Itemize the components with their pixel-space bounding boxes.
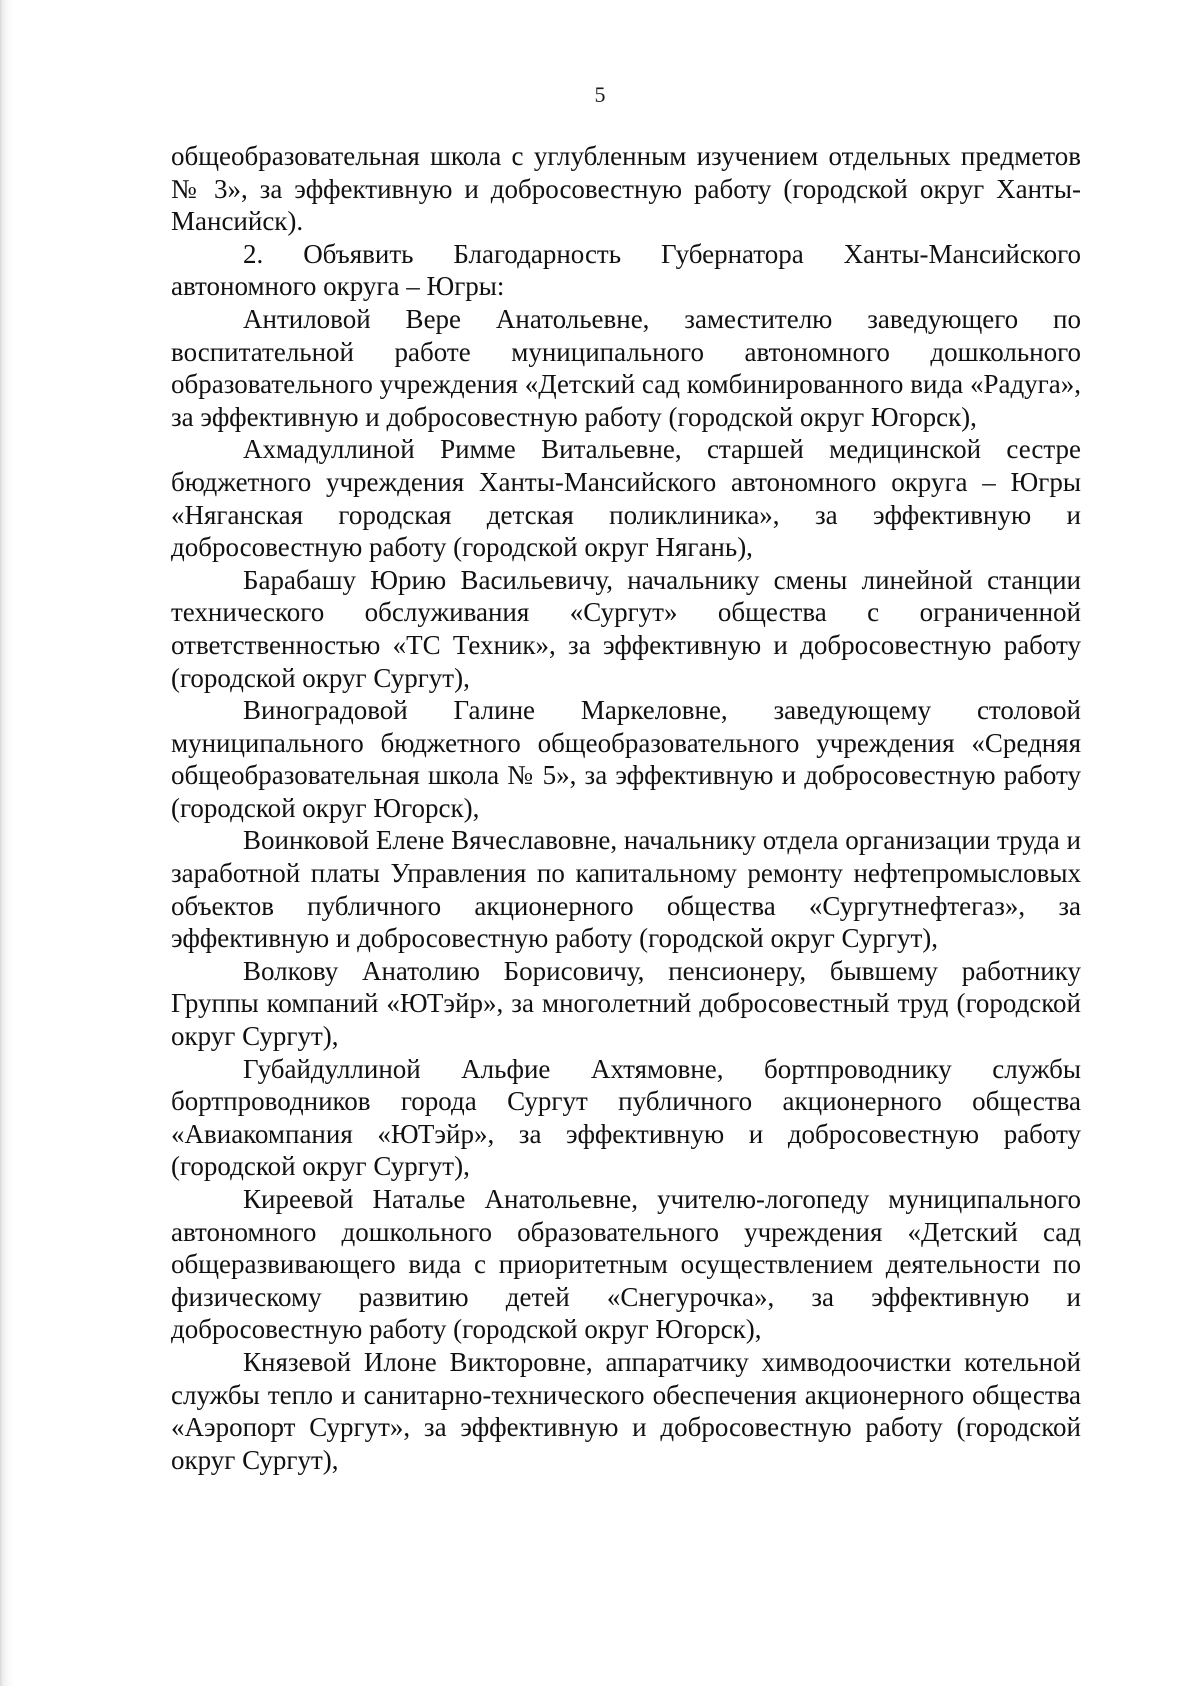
scan-edge-shadow	[0, 0, 14, 1686]
page-number: 5	[594, 82, 606, 107]
document-body	[171, 140, 1081, 1476]
paragraph-gubaydullina: Губайдуллиной Альфие Ахтямовне, бортпроводнику службы бортпроводников города Сургут публичного акционерного общества «Авиакомпания «ЮТэйр», за эффективную и добросовестную работу (городской округ Сургут),	[171, 1053, 1081, 1182]
paragraph-knyazeva: Князевой Илоне Викторовне, аппаратчику химводоочистки котельной службы тепло и санитарно-технического обеспечения акционерного общества «Аэропорт Сургут», за эффективную и добросовестную работу (городской округ Сургут),	[171, 1346, 1081, 1475]
paragraph-volkov: Волкову Анатолию Борисовичу, пенсионеру, бывшему работнику Группы компаний «ЮТэйр», за многолетний добросовестный труд (городской округ Сургут),	[171, 955, 1081, 1052]
paragraph-vinogradova: Виноградовой Галине Маркеловне, заведующему столовой муниципального бюджетного общеобразовательного учреждения «Средняя общеобразовательная школа № 5», за эффективную и добросовестную работу (городской округ Югорск),	[171, 695, 1081, 823]
paragraph-item-2: 2. Объявить Благодарность Губернатора Ханты-Мансийского автономного округа – Югры:	[171, 238, 1081, 302]
paragraph-kireeva: Киреевой Наталье Анатольевне, учителю-логопеду муниципального автономного дошкольного образовательного учреждения «Детский сад общеразвивающего вида с приоритетным осуществлением деятельности по физическому развитию детей «Снегурочка», за эффективную и добросовестную работу (городской округ Югорск),	[171, 1184, 1081, 1345]
paragraph-continuation: общеобразовательная школа с углубленным изучением отдельных предметов № 3», за эффективную и добросовестную работу (городской округ Ханты-Мансийск).	[171, 141, 1081, 237]
paragraph-voinkova: Воинковой Елене Вячеславовне, начальнику отдела организации труда и заработной платы Управления по капитальному ремонту нефтепромысловых объектов публичного акционерного общества «Сургутнефтегаз», за эффективную и добросовестную работу (городской округ Сургут),	[171, 825, 1081, 954]
paragraph-barabash: Барабашу Юрию Васильевичу, начальнику смены линейной станции технического обслуживания «Сургут» общества с ограниченной ответственностью «ТС Техник», за эффективную и добросовестную работу (городской округ Сургут),	[171, 564, 1081, 693]
paragraph-akhmadullina: Ахмадуллиной Римме Витальевне, старшей медицинской сестре бюджетного учреждения Ханты-Мансийского автономного округа – Югры «Няганская городская детская поликлиника», за эффективную и добросовестную работу (городской округ Нягань),	[171, 434, 1081, 563]
paragraph-antilova: Антиловой Вере Анатольевне, заместителю заведующего по воспитательной работе муниципального автономного дошкольного образовательного учреждения «Детский сад комбинированного вида «Радуга», за эффективную и добросовестную работу (городской округ Югорск),	[171, 303, 1081, 432]
